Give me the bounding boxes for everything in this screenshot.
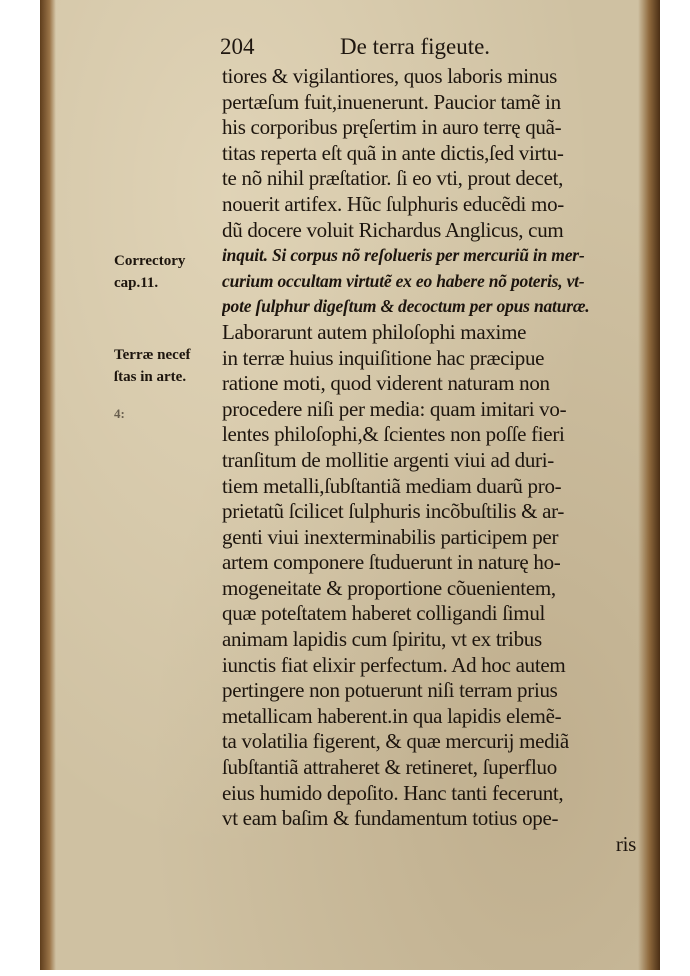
margin-note-terrae	[114, 344, 220, 388]
text-line: eius humido depoſito. Hanc tanti fecerunt,	[222, 780, 564, 805]
text-line: vt eam baſim & fundamentum totius ope-	[222, 806, 559, 831]
margin-note-line: cap.11.	[114, 275, 159, 291]
text-line: tiores & vigilantiores, quos laboris minus	[222, 64, 558, 88]
margin-note-correctory	[114, 250, 220, 294]
text-line: mogeneitate & proportione cõuenientem,	[222, 575, 556, 600]
text-line: pertingere non potuerunt niſi terram prius	[222, 678, 558, 703]
margin-note-mark: 4:	[114, 406, 125, 421]
text-line: metallicam haberent.in qua lapidis elemẽ-	[222, 703, 562, 728]
text-line: tiem metalli,ſubſtantiã mediam duarũ pro-	[222, 473, 562, 498]
page-header	[220, 34, 620, 60]
text-line: genti viui inexterminabilis participem per	[222, 524, 559, 549]
text-line: pote ſulphur digeſtum & decoctum per opus naturæ.	[222, 296, 590, 317]
margin-note-line: Correctory	[114, 253, 186, 269]
page-gutter-shadow	[40, 0, 56, 970]
text-line: ſubſtantiã attraheret & retineret, ſuperfluo	[222, 755, 557, 780]
text-line: curium occultam virtutẽ ex eo habere nõ poteris, vt-	[222, 270, 585, 291]
text-line: te nõ nihil præſtatior. ſi eo vti, prout decet,	[222, 166, 564, 191]
text-line: prietatũ ſcilicet ſulphuris incõbuſtilis & ar-	[222, 499, 565, 524]
text-line: lentes philoſophi,& ſcientes non poſſe fieri	[222, 422, 565, 447]
text-line: ratione moti, quod viderent naturam non	[222, 371, 550, 396]
text-line: ris	[615, 831, 636, 856]
running-title: De terra figeute.	[340, 34, 491, 59]
text-line: titas reperta eſt quã in ante dictis,ſed virtu-	[222, 140, 564, 165]
text-line: iunctis fiat elixir perfectum. Ad hoc autem	[222, 652, 566, 677]
text-line: nouerit artifex. Hũc ſulphuris educẽdi mo-	[222, 191, 564, 216]
body-text	[222, 64, 640, 857]
text-line: animam lapidis cum ſpiritu, vt ex tribus	[222, 627, 542, 652]
text-line: inquit. Si corpus nõ reſolueris per mercuriũ in mer-	[222, 245, 585, 266]
text-line: dũ docere voluit Richardus Anglicus, cum	[222, 217, 564, 242]
margin-note-line: Terræ necef	[114, 347, 191, 363]
text-line: pertæſum fuit,inuenerunt. Paucior tamẽ in	[222, 89, 561, 114]
page-edge-shadow	[638, 0, 660, 970]
text-line: tranſitum de mollitie argenti viui ad duri-	[222, 447, 554, 472]
text-line: Laborarunt autem philoſophi maxime	[222, 319, 527, 344]
text-line: ta volatilia figerent, & quæ mercurij mediã	[222, 729, 569, 754]
text-line: his corporibus pręſertim in auro terrę quã-	[222, 115, 562, 140]
margin-note-line: ſtas in arte.	[114, 369, 187, 385]
page-number: 204	[220, 34, 255, 59]
book-page	[40, 0, 660, 970]
text-line: quæ poteſtatem haberet colligandi ſimul	[222, 601, 546, 626]
text-line: artem componere ſtuduerunt in naturę ho-	[222, 550, 561, 575]
text-line: procedere niſi per media: quam imitari vo-	[222, 396, 567, 421]
text-line: in terræ huius inquiſitione hac præcipue	[222, 345, 545, 370]
